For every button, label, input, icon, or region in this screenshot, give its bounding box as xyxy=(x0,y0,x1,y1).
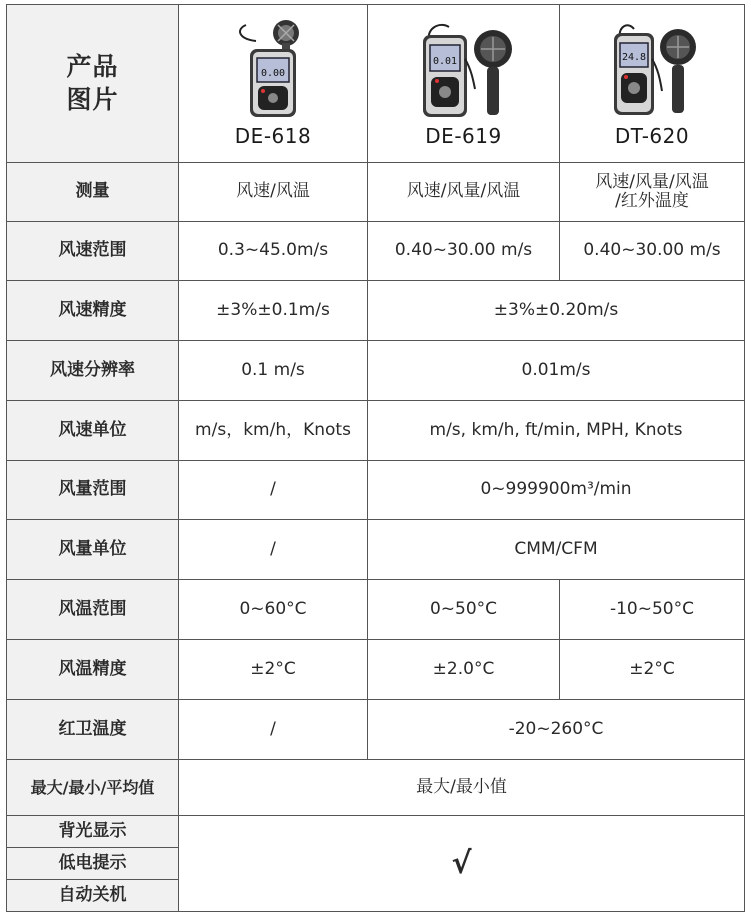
model-name-dt620: DT-620 xyxy=(614,124,690,149)
label-flow-range: 风量范围 xyxy=(7,461,179,520)
row-speed-accuracy xyxy=(7,281,745,341)
product-image-label xyxy=(7,5,179,163)
speed-accuracy-shared: ±3%±0.20m/s xyxy=(368,281,745,341)
model-de618-cell xyxy=(179,5,368,163)
de619-device-image xyxy=(409,19,519,119)
label-speed-resolution: 风速分辨率 xyxy=(7,341,179,401)
label-temp-accuracy: 风温精度 xyxy=(7,640,179,700)
header-row xyxy=(7,5,745,163)
speed-resolution-de618: 0.1 m/s xyxy=(179,341,368,401)
row-speed-unit xyxy=(7,401,745,461)
model-name-de618: DE-618 xyxy=(234,124,312,149)
spec-table xyxy=(6,4,745,912)
temp-range-de618: 0~60°C xyxy=(179,580,368,640)
row-flow-range xyxy=(7,461,745,520)
temp-accuracy-dt620: ±2°C xyxy=(560,640,745,700)
temp-range-dt620: -10~50°C xyxy=(560,580,745,640)
measure-de619: 风速/风量/风温 xyxy=(368,163,560,222)
label-temp-range: 风温范围 xyxy=(7,580,179,640)
label-max-min: 最大/最小/平均值 xyxy=(7,760,179,816)
max-min-all: 最大/最小值 xyxy=(179,760,745,816)
label-backlight: 背光显示 xyxy=(7,816,179,848)
label-speed-accuracy: 风速精度 xyxy=(7,281,179,341)
row-max-min xyxy=(7,760,745,816)
feature-check-cell xyxy=(179,816,745,912)
speed-unit-de618: m/s，km/h，Knots xyxy=(179,401,368,461)
speed-resolution-shared: 0.01m/s xyxy=(368,341,745,401)
label-line-2: 图片 xyxy=(66,84,119,114)
label-flow-unit: 风量单位 xyxy=(7,520,179,580)
row-ir-temp xyxy=(7,700,745,760)
label-speed-unit: 风速单位 xyxy=(7,401,179,461)
row-speed-range xyxy=(7,222,745,281)
label-low-battery: 低电提示 xyxy=(7,848,179,880)
speed-range-de619: 0.40~30.00 m/s xyxy=(368,222,560,281)
dt620-device-image xyxy=(602,19,702,119)
measure-dt620 xyxy=(560,163,745,222)
measure-dt620-line1: 风速/风量/风温 xyxy=(595,171,709,192)
ir-temp-shared: -20~260°C xyxy=(368,700,745,760)
de619-screen-readout: 0.01 xyxy=(432,56,457,68)
speed-accuracy-de618: ±3%±0.1m/s xyxy=(179,281,368,341)
flow-range-de618: / xyxy=(179,461,368,520)
row-backlight xyxy=(7,816,745,848)
model-de619-cell xyxy=(368,5,560,163)
model-name-de619: DE-619 xyxy=(425,124,502,149)
measure-de618: 风速/风温 xyxy=(179,163,368,222)
speed-unit-shared: m/s, km/h, ft/min, MPH, Knots xyxy=(368,401,745,461)
flow-unit-de618: / xyxy=(179,520,368,580)
row-temp-accuracy xyxy=(7,640,745,700)
label-auto-off: 自动关机 xyxy=(7,880,179,912)
de618-screen-readout: 0.00 xyxy=(260,68,286,80)
speed-range-de618: 0.3~45.0m/s xyxy=(179,222,368,281)
model-dt620-cell xyxy=(560,5,745,163)
flow-range-shared: 0~999900m³/min xyxy=(368,461,745,520)
label-ir-temp: 红卫温度 xyxy=(7,700,179,760)
speed-range-dt620: 0.40~30.00 m/s xyxy=(560,222,745,281)
ir-temp-de618: / xyxy=(179,700,368,760)
de618-device-image xyxy=(228,19,318,119)
row-temp-range xyxy=(7,580,745,640)
temp-range-de619: 0~50°C xyxy=(368,580,560,640)
temp-accuracy-de619: ±2.0°C xyxy=(368,640,560,700)
check-mark-icon: √ xyxy=(451,845,472,881)
measure-dt620-line2: /红外温度 xyxy=(615,191,689,211)
temp-accuracy-de618: ±2°C xyxy=(179,640,368,700)
label-measure: 测量 xyxy=(7,163,179,222)
flow-unit-shared: CMM/CFM xyxy=(368,520,745,580)
label-line-1: 产品 xyxy=(66,52,119,81)
row-measure xyxy=(7,163,745,222)
dt620-screen-readout: 24.8 xyxy=(621,52,647,64)
row-flow-unit xyxy=(7,520,745,580)
row-speed-resolution xyxy=(7,341,745,401)
label-speed-range: 风速范围 xyxy=(7,222,179,281)
